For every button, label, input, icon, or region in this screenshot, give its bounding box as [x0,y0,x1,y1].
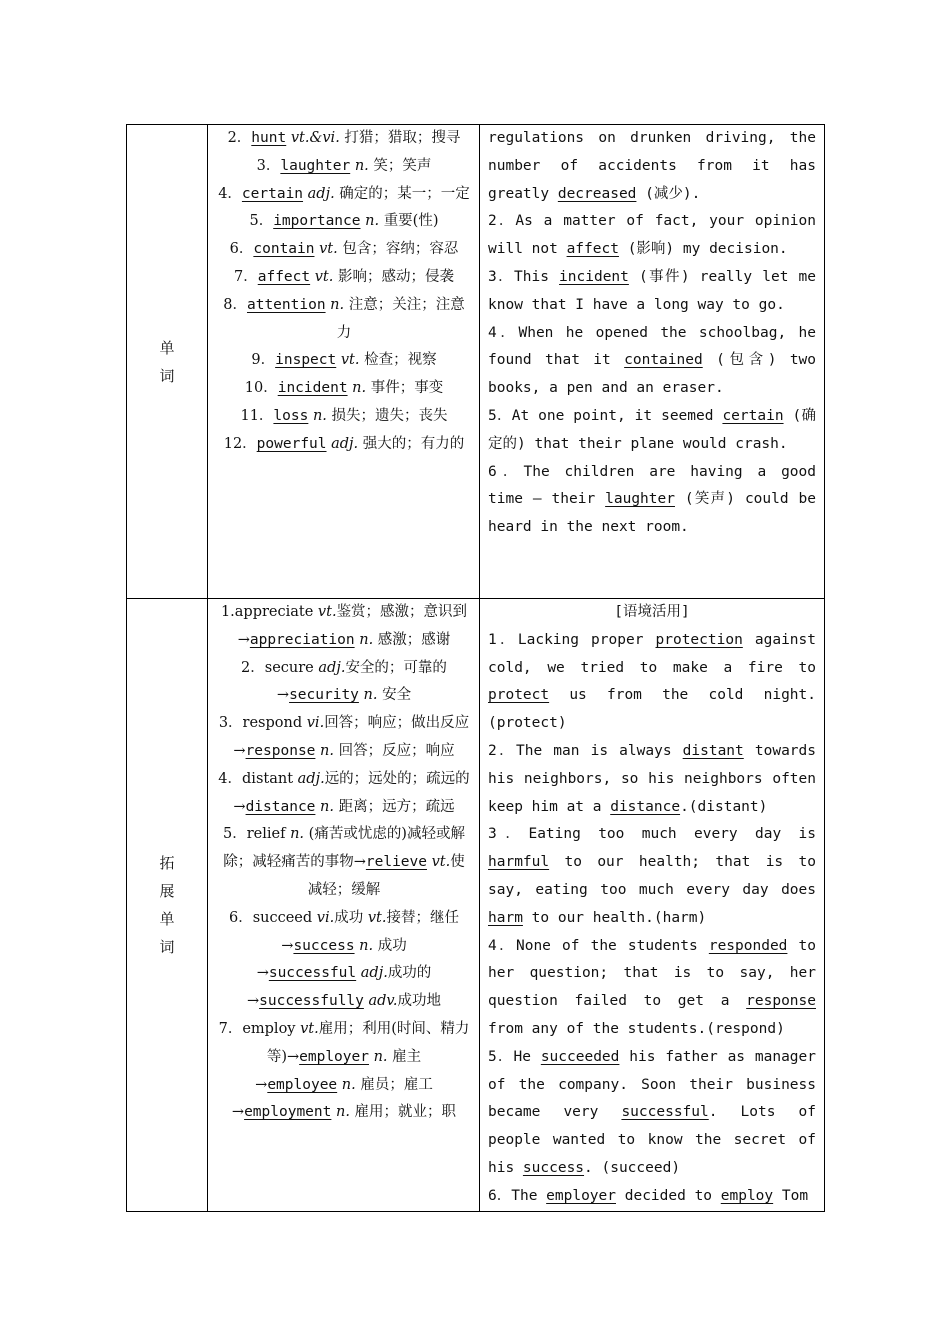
word-entry [218,181,470,209]
word-number: 2． [227,130,252,146]
expanded-entry-7: 7．employ vt.雇用；利用(时间、精力等)→employer n. 雇主 [218,1020,470,1065]
word-pos: vt.&vi. [290,130,340,146]
word-pos: n. [354,157,369,174]
expanded-entry-1: 1.appreciate vt.鉴赏；感激；意识到→appreciation n. 感激；感谢 [220,604,468,648]
word-term: importance [273,213,361,230]
word-meaning: 注意；关注；注意力 [336,296,465,341]
context-q5: 5．He succeeded his father as manager of the company. Soon their business became very successful. Lots of people wanted to know the secret of his success. (succeed) [488,1048,816,1176]
context-q3: 3．Eating too much every day is harmful to our health; that is to say, eating too much every day does harm to our health.(harm) [488,826,816,926]
word-pos: vt. [340,352,360,369]
expanded-row [127,599,825,1212]
word-meaning: 事件；事变 [370,380,444,397]
word-entry [218,236,470,264]
word-meaning: 包含；容纳；容忍 [342,241,459,258]
context-q4: 4．None of the students responded to her question; that is to say, her question failed to get a response from any of the students.(respond) [488,937,816,1037]
word-term: hunt [251,130,287,146]
context-title: [语境活用] [614,604,690,620]
word-pos: vt. [314,268,334,285]
word-term: attention [246,296,326,313]
word-number: 5． [249,213,274,230]
word-meaning: 检查；视察 [364,352,437,369]
word-entry [218,264,470,292]
vocabulary-table [126,124,825,1212]
word-number: 11． [240,407,274,424]
word-number: 7． [234,268,258,285]
expanded-entry-5: 5．relief n. (痛苦或忧虑的)减轻或解除；减轻痛苦的事物→relieve vt.使减轻；缓解 [223,826,465,898]
category-expanded: 拓 展 单 词 [127,599,208,1212]
expanded-entry-3: 3．respond vi.回答；响应；做出反应→response n. 回答；反应；响应 [218,715,470,759]
word-entry [218,125,470,153]
word-term: inspect [275,352,337,369]
word-term: affect [257,268,311,285]
word-meaning: 打猎；猎取；搜寻 [344,130,461,146]
word-pos: n. [365,213,380,230]
word-pos: n. [330,296,345,313]
word-number: 8． [223,296,247,313]
word-pos: adj. [331,435,359,452]
word-entry [218,375,470,403]
word-list [208,125,480,599]
word-examples [480,125,825,599]
word-meaning: 笑；笑声 [373,157,432,174]
expanded-entry-4: 4．distant adj.远的；远处的；疏远的→distance n. 距离；远方；疏远 [218,770,470,815]
word-pos: adj. [307,185,335,202]
word-number: 12． [223,435,257,452]
word-meaning: 强大的；有力的 [362,435,465,452]
word-meaning: 影响；感动；侵袭 [337,268,454,285]
word-meaning: 确定的；某一；一定 [339,185,470,202]
word-term: certain [241,185,304,202]
word-number: 9． [251,352,276,369]
context-q1: 1．Lacking proper protection against cold, we tried to make a fire to protect us from the cold night.(protect) [488,631,816,732]
example-0: regulations on drunken driving, the number of accidents from it has greatly decreased (减少). [488,130,816,202]
word-entry [218,403,470,431]
word-entry [218,208,470,236]
example-6: 6．The children are having a good time — their laughter (笑声) could be heard in the next room. [488,463,816,536]
word-entry [218,292,470,348]
example-5: 5．At one point, it seemed certain (确定的) that their plane would crash. [488,407,816,452]
word-number: 4． [218,185,242,202]
word-pos: vt. [319,241,338,258]
word-number: 3． [256,157,281,174]
expanded-entry-6c: →successfully adv.成功地 [246,993,442,1010]
word-term: contain [253,241,315,258]
example-3: 3．This incident (事件) really let me know that I have a long way to go. [488,268,816,313]
context-q6: 6．The employer decided to employ Tom [488,1187,809,1204]
expanded-entry-7b: →employee n. 雇员；雇工 [255,1076,433,1093]
word-term: loss [273,407,309,424]
expanded-word-list [208,599,480,1212]
context-exercises [480,599,825,1212]
word-term: laughter [280,157,351,174]
expanded-entry-6b: →successful adj.成功的 [256,965,432,982]
word-meaning: 重要(性) [383,213,439,230]
example-4: 4．When he opened the schoolbag, he found that it contained (包含) two books, a pen and an eraser. [488,324,817,397]
word-entry [218,431,470,459]
expanded-entry-2: 2．secure adj.安全的；可靠的→security n. 安全 [241,659,447,704]
word-entry [218,347,470,375]
word-pos: n. [352,380,367,397]
expanded-entry-7c: →employment n. 雇用；就业；职 [231,1104,457,1121]
example-2: 2．As a matter of fact, your opinion will not affect (影响) my decision. [488,213,816,258]
word-number: 6． [229,241,254,258]
context-q2: 2．The man is always distant towards his neighbors, so his neighbors often keep him at a distance.(distant) [488,742,816,815]
words-row [127,125,825,599]
category-words: 单 词 [127,125,208,599]
word-pos: n. [312,407,327,424]
word-number: 10． [244,380,278,397]
expanded-entry-6: 6．succeed vi.成功 vt.接替；继任→success n. 成功 [228,909,459,954]
word-meaning: 损失；遗失；丧失 [331,407,448,424]
word-term: powerful [256,435,327,452]
word-term: incident [277,380,348,397]
word-entry [218,153,470,181]
